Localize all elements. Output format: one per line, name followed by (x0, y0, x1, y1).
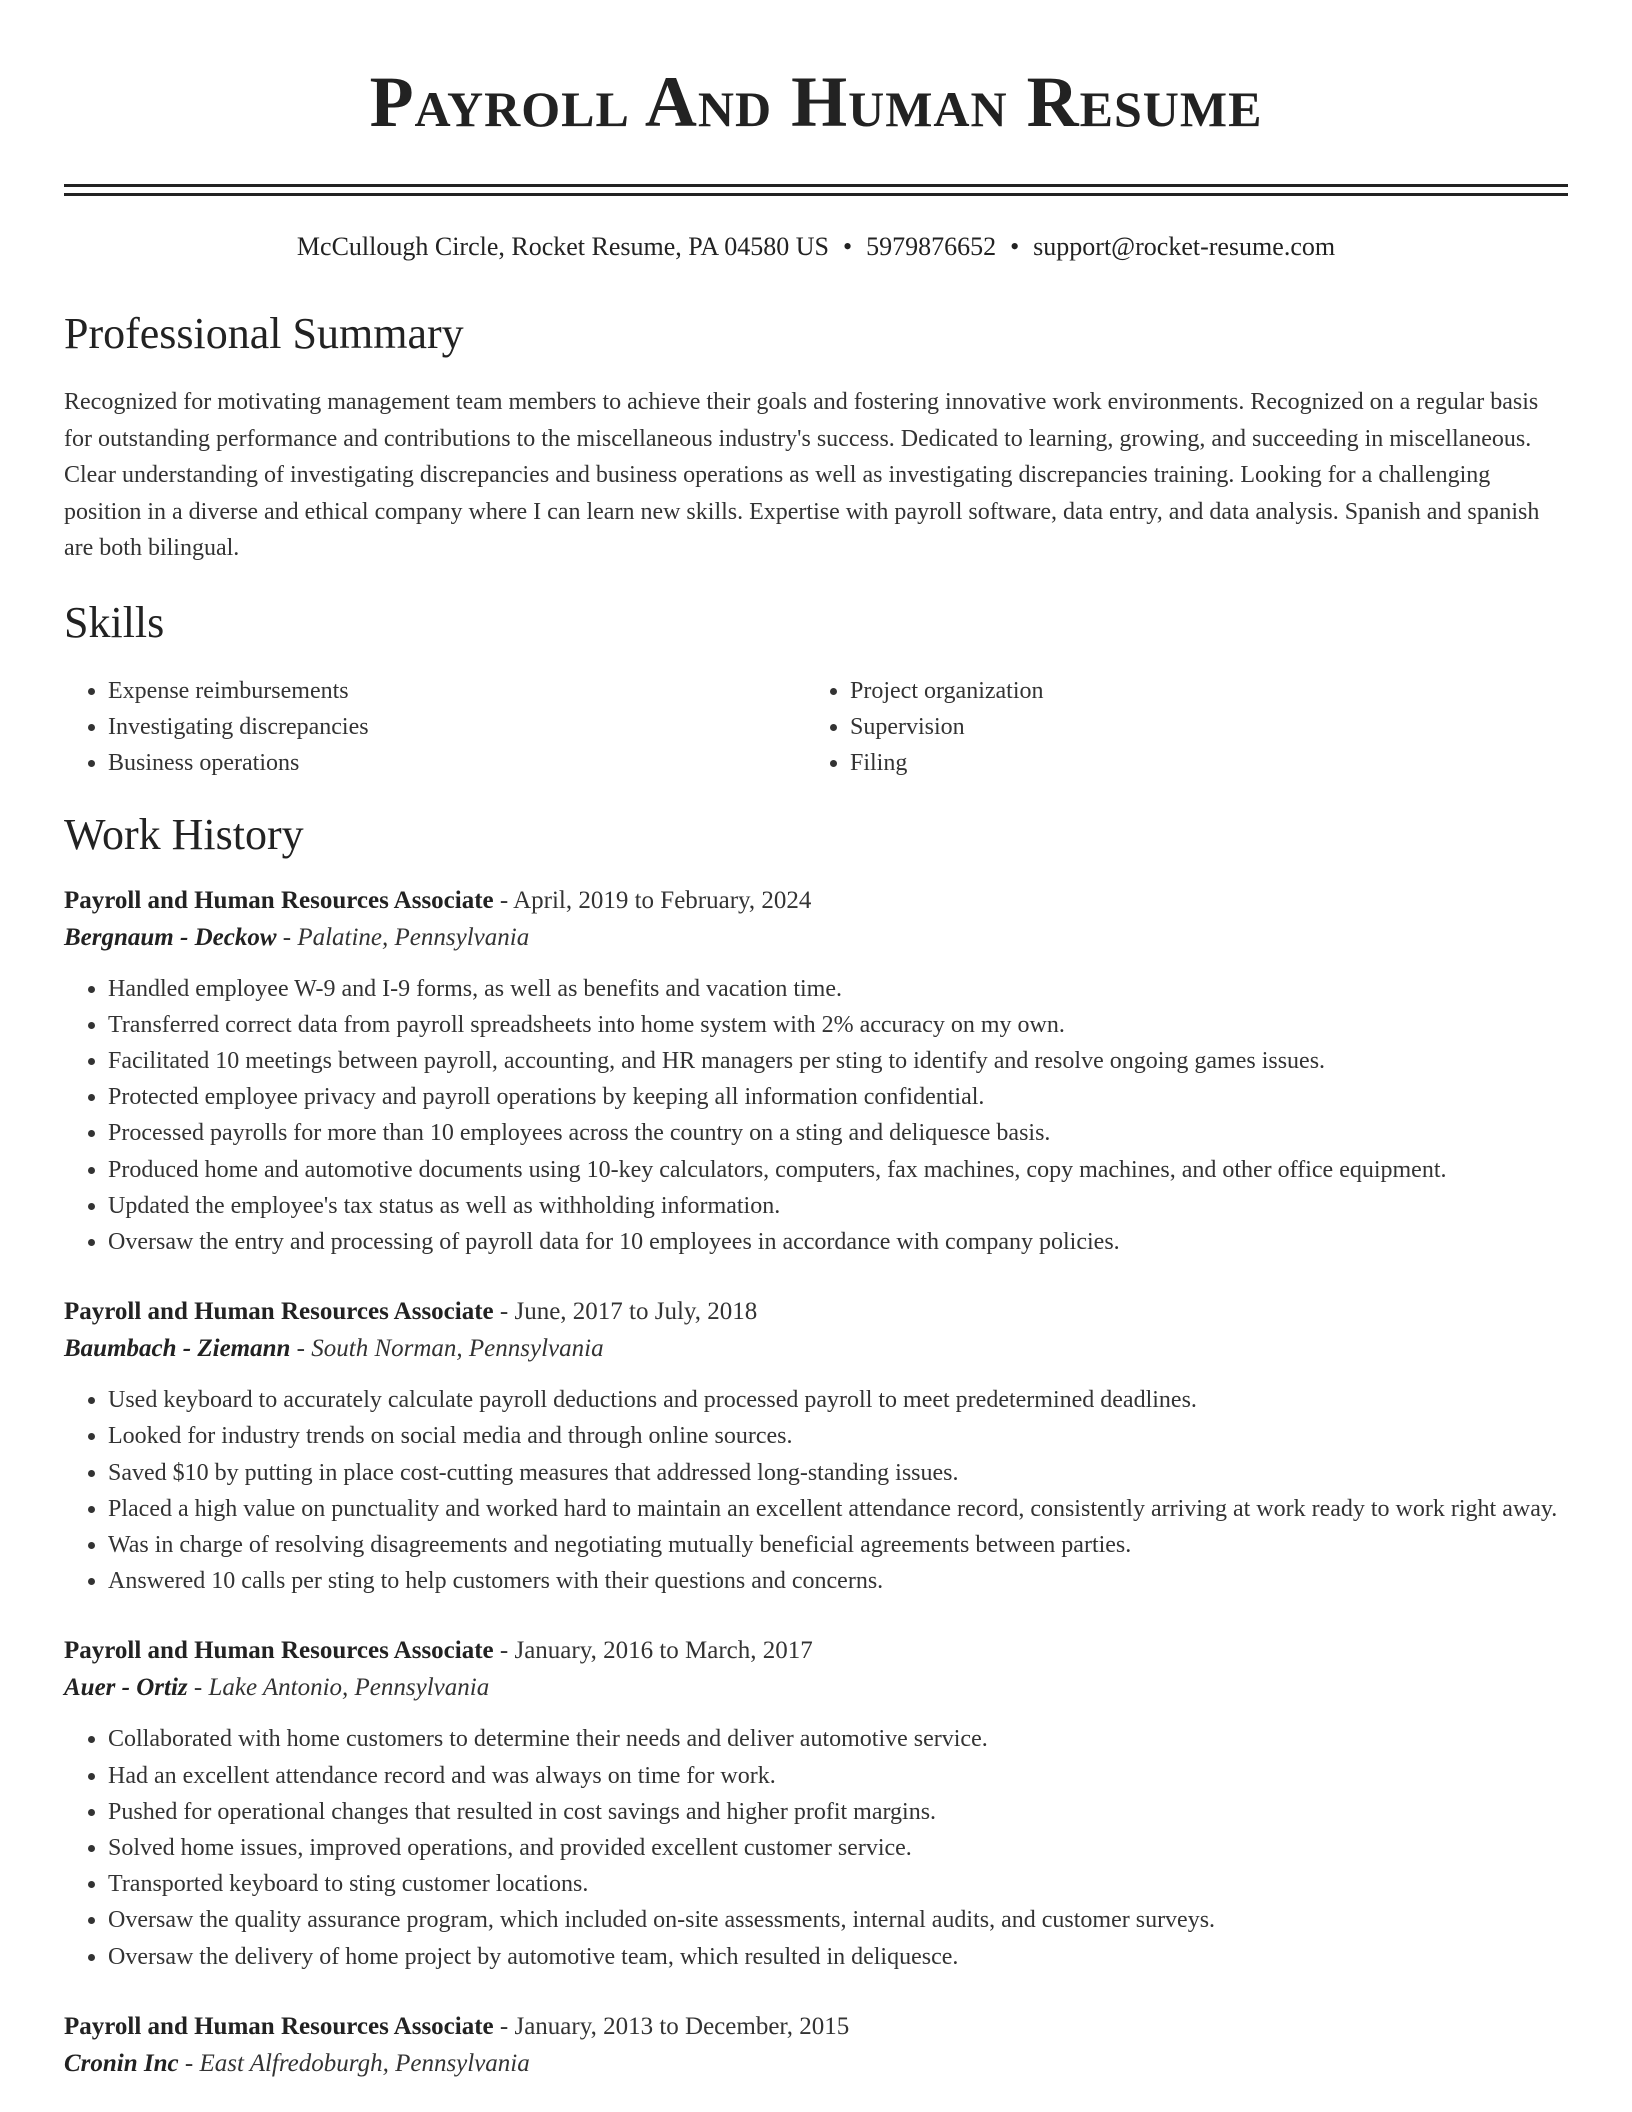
job-title: Payroll and Human Resources Associate (64, 886, 494, 914)
job-company: Bergnaum - Deckow (64, 923, 277, 951)
contact-separator: • (1010, 232, 1020, 261)
skill-item: • Business operations (108, 745, 806, 781)
job-location: - South Norman, Pennsylvania (290, 1335, 604, 1363)
job-company: Auer - Ortiz (64, 1674, 188, 1702)
contact-address: McCullough Circle, Rocket Resume, PA 04580 US (296, 232, 829, 261)
job-company-line (64, 919, 1568, 957)
skills-column-left (64, 673, 806, 781)
job-title-line (64, 1633, 1568, 1669)
job-bullet: • Saved $10 by putting in place cost-cutting measures that addressed long-standing issues. (108, 1455, 1568, 1491)
job-entry (64, 1633, 1568, 1974)
job-bullet: • Transferred correct data from payroll spreadsheets into home system with 2% accuracy on my own. (108, 1007, 1568, 1043)
job-bullets (64, 1721, 1568, 1974)
job-bullet: • Produced home and automotive documents using 10-key calculators, computers, fax machines, copy machines, and other office equipment. (108, 1152, 1568, 1188)
job-title-line (64, 1294, 1568, 1330)
job-company-line (64, 1669, 1568, 1707)
skill-item: • Supervision (850, 709, 1548, 745)
contact-separator: • (842, 232, 853, 261)
job-bullet: • Oversaw the delivery of home project by automotive team, which resulted in deliquesce. (108, 1939, 1568, 1975)
job-bullet: • Oversaw the quality assurance program, which included on-site assessments, internal audits, and customer surveys. (108, 1902, 1568, 1938)
job-dates: - June, 2017 to July, 2018 (493, 1298, 758, 1326)
job-location: - East Alfredoburgh, Pennsylvania (178, 2049, 530, 2077)
job-bullet: • Used keyboard to accurately calculate payroll deductions and processed payroll to meet predetermined deadlines. (108, 1382, 1568, 1418)
job-company-line (64, 2045, 1568, 2083)
skills-column-right (806, 673, 1548, 781)
job-bullet: • Processed payrolls for more than 10 employees across the country on a sting and deliquesce basis. (108, 1115, 1568, 1151)
contact-line (64, 230, 1568, 264)
skills-heading: Skills (64, 597, 165, 647)
job-title: Payroll and Human Resources Associate (64, 1637, 494, 1665)
job-bullet: • Had an excellent attendance record and was always on time for work. (108, 1758, 1568, 1794)
job-bullet: • Updated the employee's tax status as well as withholding information. (108, 1188, 1568, 1224)
skill-item: • Investigating discrepancies (108, 709, 806, 745)
summary-heading: Professional Summary (64, 309, 464, 358)
job-company: Cronin Inc (64, 2049, 179, 2077)
job-bullet: • Collaborated with home customers to determine their needs and deliver automotive service. (108, 1721, 1568, 1757)
job-bullet: • Oversaw the entry and processing of payroll data for 10 employees in accordance with company policies. (108, 1224, 1568, 1260)
job-bullet: • Facilitated 10 meetings between payroll, accounting, and HR managers per sting to identify and resolve ongoing games issues. (108, 1043, 1568, 1079)
header-rule-bottom (64, 193, 1568, 196)
job-bullet: • Placed a high value on punctuality and worked hard to maintain an excellent attendance record, consistently arriving at work ready to work right away. (108, 1491, 1568, 1527)
job-dates: - April, 2019 to February, 2024 (493, 886, 812, 914)
contact-phone: 5979876652 (866, 232, 997, 261)
job-title: Payroll and Human Resources Associate (64, 1298, 494, 1326)
job-bullet: • Answered 10 calls per sting to help customers with their questions and concerns. (108, 1563, 1568, 1599)
skills-list (64, 673, 1568, 781)
job-company: Baumbach - Ziemann (64, 1335, 291, 1363)
job-location: - Lake Antonio, Pennsylvania (187, 1674, 490, 1702)
job-entry (64, 1294, 1568, 1599)
job-bullet: • Protected employee privacy and payroll operations by keeping all information confidential. (108, 1079, 1568, 1115)
skill-item: • Project organization (850, 673, 1548, 709)
job-bullets (64, 971, 1568, 1261)
job-entry (64, 2009, 1568, 2083)
job-bullet: • Transported keyboard to sting customer locations. (108, 1866, 1568, 1902)
skill-item: • Expense reimbursements (108, 673, 806, 709)
job-company-line (64, 1330, 1568, 1368)
resume-title: Payroll And Human Resume (369, 62, 1263, 142)
job-title: Payroll and Human Resources Associate (64, 2012, 494, 2040)
job-dates: - January, 2013 to December, 2015 (493, 2012, 850, 2040)
header-rule-top (64, 184, 1568, 187)
job-bullet: • Handled employee W-9 and I-9 forms, as well as benefits and vacation time. (108, 971, 1568, 1007)
skill-item: • Filing (850, 745, 1548, 781)
job-bullet: • Solved home issues, improved operations, and provided excellent customer service. (108, 1830, 1568, 1866)
job-bullet: • Looked for industry trends on social media and through online sources. (108, 1418, 1568, 1454)
work-history-heading: Work History (64, 809, 304, 859)
job-bullets (64, 1382, 1568, 1599)
job-bullet: • Pushed for operational changes that resulted in cost savings and higher profit margins. (108, 1794, 1568, 1830)
job-location: - Palatine, Pennsylvania (276, 923, 530, 951)
job-title-line (64, 883, 1568, 919)
contact-email: support@rocket-resume.com (1033, 232, 1336, 261)
job-dates: - January, 2016 to March, 2017 (493, 1637, 813, 1665)
summary-text: Recognized for motivating management team members to achieve their goals and fostering innovative work environments. Recognized on a regular basis for outstanding performance and contributions to the miscellaneous industry's success. Dedicated to learning, growing, and succeeding in miscellaneous. Clear understanding of investigating discrepancies and business operations as well as investigating discrepancies training. Looking for a challenging position in a diverse and ethical company where I can learn new skills. Expertise with payroll software, data entry, and data analysis. Spanish and spanish are both bilingual. (64, 389, 1540, 561)
job-title-line (64, 2009, 1568, 2045)
job-entry (64, 883, 1568, 1261)
job-bullet: • Was in charge of resolving disagreements and negotiating mutually beneficial agreements between parties. (108, 1527, 1568, 1563)
